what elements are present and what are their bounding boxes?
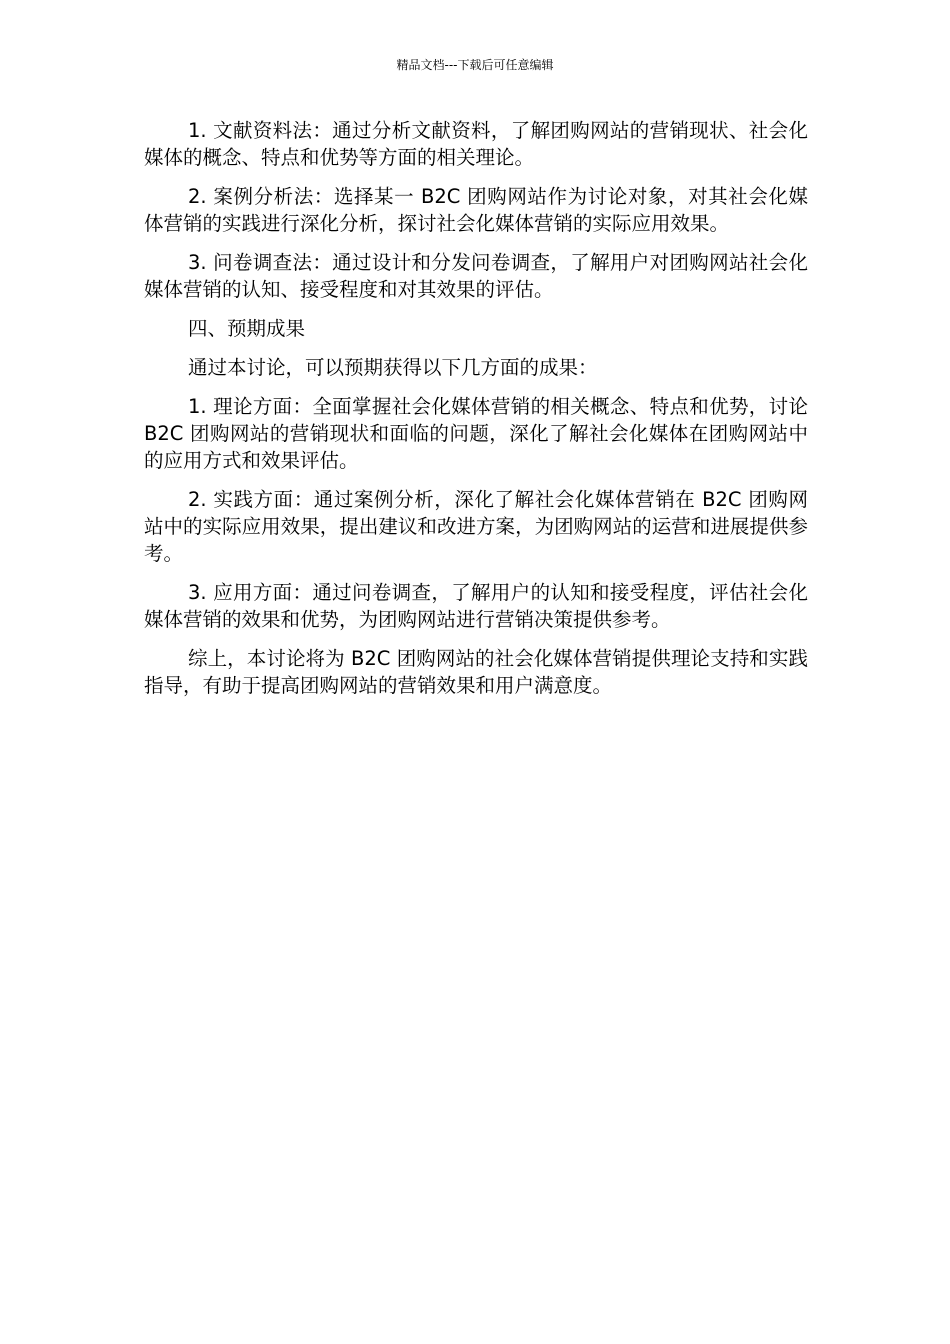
paragraph-conclusion: 综上，本讨论将为 B2C 团购网站的社会化媒体营销提供理论支持和实践指导，有助于提高团购网站的营销效果和用户满意度。 bbox=[144, 647, 808, 697]
page-header: 精品文档---下载后可任意编辑 bbox=[396, 58, 554, 72]
paragraph-results-theory: 1. 理论方面：全面掌握社会化媒体营销的相关概念、特点和优势，讨论 B2C 团购网站的营销现状和面临的问题，深化了解社会化媒体在团购网站中的应用方式和效果评估。 bbox=[144, 395, 808, 472]
section-heading-expected-results: 四、预期成果 bbox=[188, 317, 306, 340]
paragraph-method-case-study: 2. 案例分析法：选择某一 B2C 团购网站作为讨论对象，对其社会化媒体营销的实践进行深化分析，探讨社会化媒体营销的实际应用效果。 bbox=[144, 185, 808, 235]
document-body bbox=[144, 117, 808, 711]
paragraph-results-application: 3. 应用方面：通过问卷调查，了解用户的认知和接受程度，评估社会化媒体营销的效果和优势，为团购网站进行营销决策提供参考。 bbox=[144, 581, 808, 631]
paragraph-results-practice: 2. 实践方面：通过案例分析，深化了解社会化媒体营销在 B2C 团购网站中的实际应用效果，提出建议和改进方案，为团购网站的运营和进展提供参考。 bbox=[144, 488, 808, 565]
paragraph-method-survey: 3. 问卷调查法：通过设计和分发问卷调查，了解用户对团购网站社会化媒体营销的认知、接受程度和对其效果的评估。 bbox=[144, 251, 808, 301]
paragraph-method-literature: 1. 文献资料法：通过分析文献资料，了解团购网站的营销现状、社会化媒体的概念、特点和优势等方面的相关理论。 bbox=[144, 119, 808, 169]
paragraph-results-intro: 通过本讨论，可以预期获得以下几方面的成果： bbox=[188, 356, 598, 379]
